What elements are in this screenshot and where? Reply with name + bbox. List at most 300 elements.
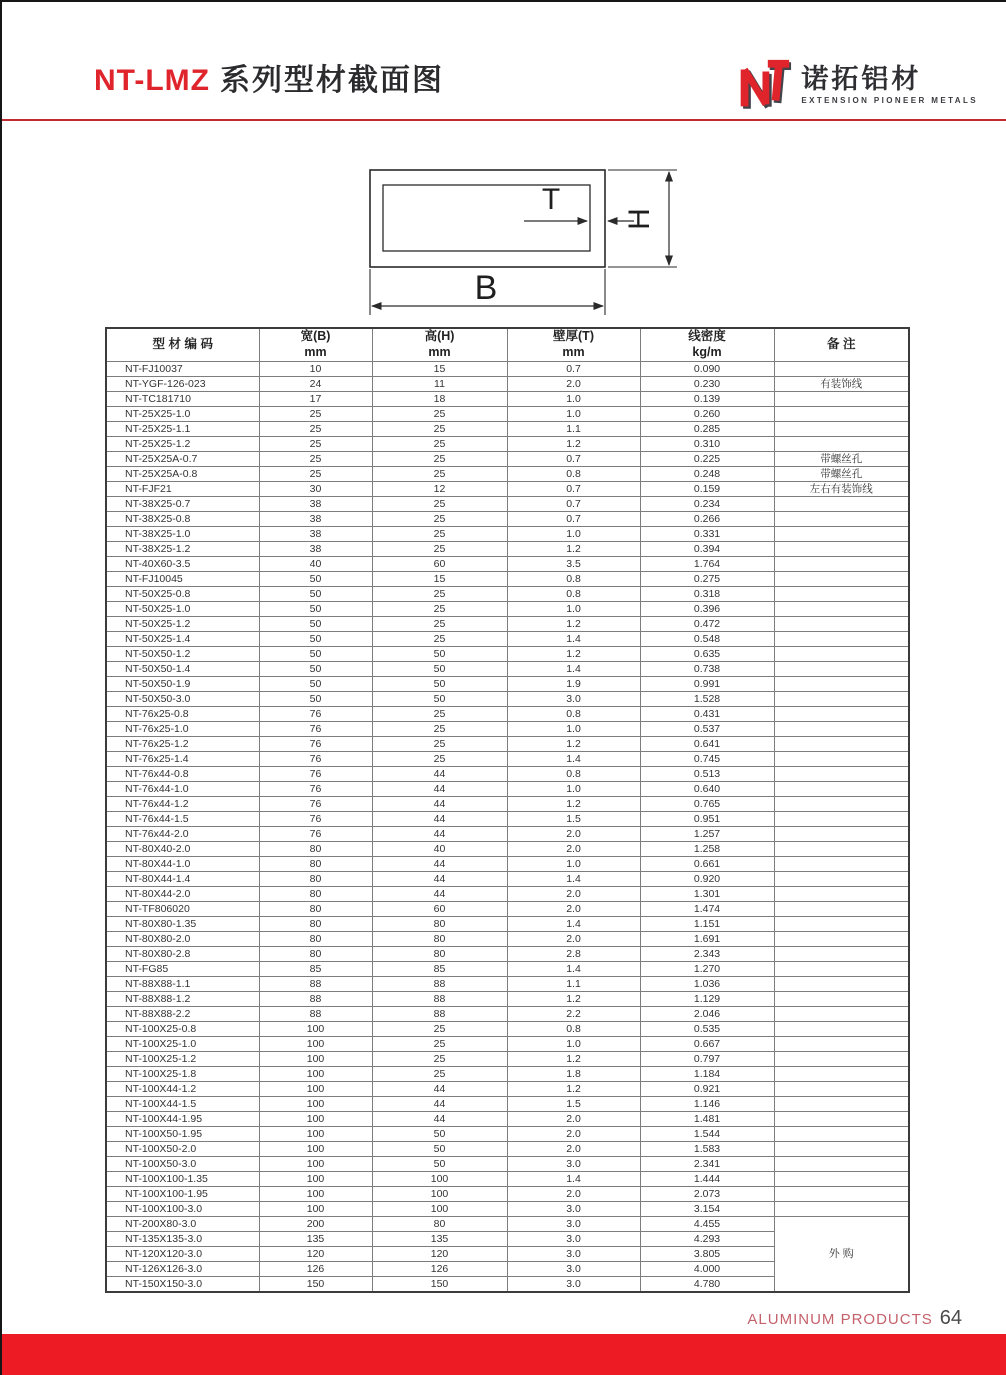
profile-code-cell: NT-50X25-0.8 bbox=[106, 587, 259, 602]
value-cell: 15 bbox=[372, 572, 507, 587]
value-cell: 0.951 bbox=[640, 812, 774, 827]
profile-code-cell: NT-76x44-1.2 bbox=[106, 797, 259, 812]
value-cell: 2.0 bbox=[507, 902, 640, 917]
remark-cell bbox=[774, 617, 909, 632]
value-cell: 100 bbox=[259, 1082, 372, 1097]
value-cell: 120 bbox=[372, 1247, 507, 1262]
value-cell: 60 bbox=[372, 902, 507, 917]
remark-cell bbox=[774, 842, 909, 857]
profile-code-cell: NT-38X25-1.0 bbox=[106, 527, 259, 542]
value-cell: 25 bbox=[372, 752, 507, 767]
profile-code-cell: NT-100X50-1.95 bbox=[106, 1127, 259, 1142]
value-cell: 50 bbox=[259, 587, 372, 602]
table-row bbox=[106, 767, 909, 782]
value-cell: 0.920 bbox=[640, 872, 774, 887]
col-header-density: 线密度 kg/m bbox=[640, 328, 774, 362]
value-cell: 3.0 bbox=[507, 1262, 640, 1277]
value-cell: 0.266 bbox=[640, 512, 774, 527]
value-cell: 2.0 bbox=[507, 887, 640, 902]
value-cell: 80 bbox=[259, 887, 372, 902]
profile-code-cell: NT-80X80-1.35 bbox=[106, 917, 259, 932]
value-cell: 0.275 bbox=[640, 572, 774, 587]
value-cell: 4.455 bbox=[640, 1217, 774, 1232]
value-cell: 2.2 bbox=[507, 1007, 640, 1022]
value-cell: 126 bbox=[372, 1262, 507, 1277]
value-cell: 0.139 bbox=[640, 392, 774, 407]
value-cell: 25 bbox=[259, 437, 372, 452]
value-cell: 44 bbox=[372, 872, 507, 887]
value-cell: 1.0 bbox=[507, 857, 640, 872]
profile-code-cell: NT-50X25-1.0 bbox=[106, 602, 259, 617]
value-cell: 1.8 bbox=[507, 1067, 640, 1082]
table-row bbox=[106, 632, 909, 647]
profile-code-cell: NT-100X50-3.0 bbox=[106, 1157, 259, 1172]
profile-code-cell: NT-135X135-3.0 bbox=[106, 1232, 259, 1247]
value-cell: 1.2 bbox=[507, 617, 640, 632]
value-cell: 1.2 bbox=[507, 647, 640, 662]
value-cell: 50 bbox=[372, 647, 507, 662]
value-cell: 0.331 bbox=[640, 527, 774, 542]
profile-code-cell: NT-TF806020 bbox=[106, 902, 259, 917]
profile-code-cell: NT-50X50-3.0 bbox=[106, 692, 259, 707]
table-row bbox=[106, 1142, 909, 1157]
value-cell: 1.9 bbox=[507, 677, 640, 692]
value-cell: 1.0 bbox=[507, 722, 640, 737]
value-cell: 0.472 bbox=[640, 617, 774, 632]
width-label: B bbox=[474, 269, 498, 307]
value-cell: 85 bbox=[372, 962, 507, 977]
value-cell: 44 bbox=[372, 1112, 507, 1127]
value-cell: 4.000 bbox=[640, 1262, 774, 1277]
value-cell: 0.285 bbox=[640, 422, 774, 437]
table-row bbox=[106, 437, 909, 452]
remark-cell: 左右有装饰线 bbox=[774, 482, 909, 497]
value-cell: 0.745 bbox=[640, 752, 774, 767]
company-subtitle: EXTENSION PIONEER METALS bbox=[801, 96, 978, 106]
profile-code-cell: NT-88X88-1.2 bbox=[106, 992, 259, 1007]
value-cell: 0.8 bbox=[507, 707, 640, 722]
remark-cell bbox=[774, 1067, 909, 1082]
cross-section-diagram bbox=[302, 147, 722, 322]
profile-code-cell: NT-FJ10045 bbox=[106, 572, 259, 587]
value-cell: 0.635 bbox=[640, 647, 774, 662]
value-cell: 0.7 bbox=[507, 452, 640, 467]
value-cell: 2.8 bbox=[507, 947, 640, 962]
table-row bbox=[106, 782, 909, 797]
remark-cell bbox=[774, 1022, 909, 1037]
table-body bbox=[106, 362, 909, 1293]
value-cell: 18 bbox=[372, 392, 507, 407]
remark-cell bbox=[774, 407, 909, 422]
value-cell: 100 bbox=[259, 1037, 372, 1052]
value-cell: 25 bbox=[372, 467, 507, 482]
value-cell: 80 bbox=[259, 947, 372, 962]
table-row bbox=[106, 977, 909, 992]
profile-code-cell: NT-120X120-3.0 bbox=[106, 1247, 259, 1262]
page-number: 64 bbox=[939, 1307, 962, 1329]
value-cell: 1.2 bbox=[507, 437, 640, 452]
value-cell: 1.2 bbox=[507, 992, 640, 1007]
value-cell: 2.0 bbox=[507, 932, 640, 947]
profile-code-cell: NT-25X25A-0.7 bbox=[106, 452, 259, 467]
value-cell: 44 bbox=[372, 827, 507, 842]
value-cell: 1.2 bbox=[507, 737, 640, 752]
value-cell: 3.0 bbox=[507, 692, 640, 707]
value-cell: 25 bbox=[372, 512, 507, 527]
value-cell: 1.129 bbox=[640, 992, 774, 1007]
value-cell: 10 bbox=[259, 362, 372, 377]
remark-cell: 带螺丝孔 bbox=[774, 452, 909, 467]
profile-code-cell: NT-80X44-1.0 bbox=[106, 857, 259, 872]
remark-cell bbox=[774, 572, 909, 587]
value-cell: 38 bbox=[259, 527, 372, 542]
table-row bbox=[106, 602, 909, 617]
remark-cell bbox=[774, 872, 909, 887]
value-cell: 40 bbox=[372, 842, 507, 857]
value-cell: 12 bbox=[372, 482, 507, 497]
profile-code-cell: NT-100X25-1.2 bbox=[106, 1052, 259, 1067]
profile-code-cell: NT-80X40-2.0 bbox=[106, 842, 259, 857]
value-cell: 44 bbox=[372, 1097, 507, 1112]
remark-cell bbox=[774, 857, 909, 872]
profile-code-cell: NT-80X80-2.8 bbox=[106, 947, 259, 962]
value-cell: 150 bbox=[259, 1277, 372, 1293]
profile-code-cell: NT-38X25-0.7 bbox=[106, 497, 259, 512]
table-row bbox=[106, 527, 909, 542]
value-cell: 2.0 bbox=[507, 842, 640, 857]
value-cell: 3.0 bbox=[507, 1157, 640, 1172]
value-cell: 1.5 bbox=[507, 1097, 640, 1112]
value-cell: 1.301 bbox=[640, 887, 774, 902]
profile-code-cell: NT-88X88-1.1 bbox=[106, 977, 259, 992]
table-row bbox=[106, 1067, 909, 1082]
profile-code-cell: NT-88X88-2.2 bbox=[106, 1007, 259, 1022]
profile-code-cell: NT-80X80-2.0 bbox=[106, 932, 259, 947]
profile-code-cell: NT-FG85 bbox=[106, 962, 259, 977]
value-cell: 88 bbox=[259, 977, 372, 992]
value-cell: 50 bbox=[259, 572, 372, 587]
profile-code-cell: NT-76x25-1.0 bbox=[106, 722, 259, 737]
table-row bbox=[106, 917, 909, 932]
value-cell: 2.073 bbox=[640, 1187, 774, 1202]
profile-code-cell: NT-FJ10037 bbox=[106, 362, 259, 377]
value-cell: 0.234 bbox=[640, 497, 774, 512]
remark-cell bbox=[774, 1157, 909, 1172]
value-cell: 1.0 bbox=[507, 782, 640, 797]
table-row bbox=[106, 1157, 909, 1172]
value-cell: 1.1 bbox=[507, 422, 640, 437]
value-cell: 0.548 bbox=[640, 632, 774, 647]
header-divider bbox=[2, 119, 1006, 121]
value-cell: 1.257 bbox=[640, 827, 774, 842]
value-cell: 25 bbox=[372, 527, 507, 542]
col-header-width: 宽(B) mm bbox=[259, 328, 372, 362]
value-cell: 0.738 bbox=[640, 662, 774, 677]
value-cell: 50 bbox=[372, 1157, 507, 1172]
remark-cell bbox=[774, 797, 909, 812]
table-row bbox=[106, 902, 909, 917]
value-cell: 60 bbox=[372, 557, 507, 572]
profile-code-cell: NT-80X44-2.0 bbox=[106, 887, 259, 902]
value-cell: 17 bbox=[259, 392, 372, 407]
value-cell: 0.318 bbox=[640, 587, 774, 602]
value-cell: 15 bbox=[372, 362, 507, 377]
profile-code-cell: NT-100X44-1.2 bbox=[106, 1082, 259, 1097]
profile-code-cell: NT-80X44-1.4 bbox=[106, 872, 259, 887]
col-header-code: 型 材 编 码 bbox=[106, 328, 259, 362]
profile-code-cell: NT-25X25-1.2 bbox=[106, 437, 259, 452]
remark-cell bbox=[774, 1112, 909, 1127]
value-cell: 1.0 bbox=[507, 392, 640, 407]
value-cell: 50 bbox=[259, 602, 372, 617]
value-cell: 25 bbox=[372, 722, 507, 737]
value-cell: 100 bbox=[372, 1172, 507, 1187]
remark-cell bbox=[774, 827, 909, 842]
table-row bbox=[106, 752, 909, 767]
remark-cell bbox=[774, 587, 909, 602]
value-cell: 25 bbox=[372, 422, 507, 437]
remark-cell bbox=[774, 977, 909, 992]
value-cell: 80 bbox=[372, 1217, 507, 1232]
value-cell: 44 bbox=[372, 797, 507, 812]
value-cell: 150 bbox=[372, 1277, 507, 1293]
value-cell: 38 bbox=[259, 497, 372, 512]
value-cell: 1.481 bbox=[640, 1112, 774, 1127]
profile-code-cell: NT-76x44-0.8 bbox=[106, 767, 259, 782]
footer bbox=[747, 1307, 962, 1330]
value-cell: 0.159 bbox=[640, 482, 774, 497]
profile-code-cell: NT-100X25-1.0 bbox=[106, 1037, 259, 1052]
remark-cell bbox=[774, 527, 909, 542]
value-cell: 120 bbox=[259, 1247, 372, 1262]
value-cell: 38 bbox=[259, 512, 372, 527]
remark-cell bbox=[774, 542, 909, 557]
profile-code-cell: NT-76x44-1.0 bbox=[106, 782, 259, 797]
remark-cell bbox=[774, 992, 909, 1007]
value-cell: 2.046 bbox=[640, 1007, 774, 1022]
value-cell: 25 bbox=[372, 737, 507, 752]
table-row bbox=[106, 557, 909, 572]
value-cell: 1.4 bbox=[507, 917, 640, 932]
value-cell: 88 bbox=[372, 1007, 507, 1022]
value-cell: 0.535 bbox=[640, 1022, 774, 1037]
value-cell: 25 bbox=[372, 452, 507, 467]
value-cell: 1.5 bbox=[507, 812, 640, 827]
table-row bbox=[106, 617, 909, 632]
profile-code-cell: NT-100X100-1.95 bbox=[106, 1187, 259, 1202]
value-cell: 1.444 bbox=[640, 1172, 774, 1187]
value-cell: 25 bbox=[372, 407, 507, 422]
value-cell: 0.640 bbox=[640, 782, 774, 797]
profile-code-cell: NT-100X100-3.0 bbox=[106, 1202, 259, 1217]
value-cell: 76 bbox=[259, 722, 372, 737]
value-cell: 3.154 bbox=[640, 1202, 774, 1217]
value-cell: 76 bbox=[259, 782, 372, 797]
profile-code-cell: NT-25X25A-0.8 bbox=[106, 467, 259, 482]
value-cell: 0.797 bbox=[640, 1052, 774, 1067]
value-cell: 25 bbox=[259, 422, 372, 437]
table-row bbox=[106, 1022, 909, 1037]
value-cell: 100 bbox=[259, 1097, 372, 1112]
value-cell: 0.396 bbox=[640, 602, 774, 617]
table-row bbox=[106, 542, 909, 557]
value-cell: 0.248 bbox=[640, 467, 774, 482]
profile-code-cell: NT-YGF-126-023 bbox=[106, 377, 259, 392]
table-row bbox=[106, 452, 909, 467]
value-cell: 25 bbox=[372, 542, 507, 557]
value-cell: 25 bbox=[372, 602, 507, 617]
table-row bbox=[106, 962, 909, 977]
value-cell: 50 bbox=[372, 692, 507, 707]
value-cell: 1.2 bbox=[507, 1082, 640, 1097]
nt-logo-icon bbox=[731, 54, 793, 116]
remark-cell bbox=[774, 1187, 909, 1202]
remark-cell bbox=[774, 437, 909, 452]
table-row bbox=[106, 857, 909, 872]
value-cell: 0.537 bbox=[640, 722, 774, 737]
profile-code-cell: NT-50X25-1.4 bbox=[106, 632, 259, 647]
value-cell: 80 bbox=[372, 932, 507, 947]
value-cell: 80 bbox=[259, 857, 372, 872]
remark-cell bbox=[774, 1037, 909, 1052]
value-cell: 2.343 bbox=[640, 947, 774, 962]
profile-code-cell: NT-200X80-3.0 bbox=[106, 1217, 259, 1232]
remark-cell bbox=[774, 917, 909, 932]
remark-cell bbox=[774, 782, 909, 797]
table-row bbox=[106, 587, 909, 602]
table-row bbox=[106, 797, 909, 812]
value-cell: 1.1 bbox=[507, 977, 640, 992]
value-cell: 3.0 bbox=[507, 1277, 640, 1293]
value-cell: 80 bbox=[259, 917, 372, 932]
page-title bbox=[94, 66, 444, 96]
value-cell: 100 bbox=[372, 1202, 507, 1217]
value-cell: 0.7 bbox=[507, 362, 640, 377]
value-cell: 0.765 bbox=[640, 797, 774, 812]
value-cell: 0.7 bbox=[507, 482, 640, 497]
value-cell: 25 bbox=[372, 1067, 507, 1082]
value-cell: 100 bbox=[259, 1112, 372, 1127]
remark-cell bbox=[774, 392, 909, 407]
value-cell: 0.260 bbox=[640, 407, 774, 422]
value-cell: 1.4 bbox=[507, 752, 640, 767]
value-cell: 76 bbox=[259, 707, 372, 722]
table-row bbox=[106, 707, 909, 722]
value-cell: 4.780 bbox=[640, 1277, 774, 1293]
profile-code-cell: NT-38X25-0.8 bbox=[106, 512, 259, 527]
col-header-remark: 备 注 bbox=[774, 328, 909, 362]
table-row bbox=[106, 392, 909, 407]
value-cell: 1.583 bbox=[640, 1142, 774, 1157]
value-cell: 44 bbox=[372, 812, 507, 827]
remark-cell bbox=[774, 512, 909, 527]
value-cell: 100 bbox=[259, 1187, 372, 1202]
table-row bbox=[106, 992, 909, 1007]
value-cell: 1.2 bbox=[507, 1052, 640, 1067]
table-row bbox=[106, 842, 909, 857]
table-row bbox=[106, 1217, 909, 1232]
value-cell: 1.2 bbox=[507, 797, 640, 812]
value-cell: 0.230 bbox=[640, 377, 774, 392]
value-cell: 25 bbox=[259, 452, 372, 467]
table-row bbox=[106, 512, 909, 527]
value-cell: 50 bbox=[259, 632, 372, 647]
value-cell: 0.8 bbox=[507, 572, 640, 587]
value-cell: 100 bbox=[259, 1142, 372, 1157]
value-cell: 126 bbox=[259, 1262, 372, 1277]
value-cell: 1.4 bbox=[507, 632, 640, 647]
value-cell: 4.293 bbox=[640, 1232, 774, 1247]
profile-code-cell: NT-100X44-1.5 bbox=[106, 1097, 259, 1112]
table-row bbox=[106, 422, 909, 437]
profile-code-cell: NT-76x44-1.5 bbox=[106, 812, 259, 827]
profile-code-cell: NT-76x44-2.0 bbox=[106, 827, 259, 842]
remark-cell bbox=[774, 632, 909, 647]
value-cell: 1.4 bbox=[507, 1172, 640, 1187]
value-cell: 1.528 bbox=[640, 692, 774, 707]
value-cell: 25 bbox=[372, 1052, 507, 1067]
table-row bbox=[106, 1052, 909, 1067]
value-cell: 50 bbox=[259, 647, 372, 662]
table-row bbox=[106, 932, 909, 947]
value-cell: 85 bbox=[259, 962, 372, 977]
remark-cell bbox=[774, 662, 909, 677]
value-cell: 76 bbox=[259, 812, 372, 827]
value-cell: 2.0 bbox=[507, 1127, 640, 1142]
table-row bbox=[106, 572, 909, 587]
value-cell: 0.991 bbox=[640, 677, 774, 692]
page-title-series: NT-LMZ bbox=[94, 64, 210, 97]
profile-code-cell: NT-50X25-1.2 bbox=[106, 617, 259, 632]
value-cell: 0.921 bbox=[640, 1082, 774, 1097]
remark-cell bbox=[774, 557, 909, 572]
value-cell: 0.513 bbox=[640, 767, 774, 782]
value-cell: 88 bbox=[259, 1007, 372, 1022]
value-cell: 88 bbox=[372, 977, 507, 992]
profile-code-cell: NT-126X126-3.0 bbox=[106, 1262, 259, 1277]
table-row bbox=[106, 482, 909, 497]
table-row bbox=[106, 1007, 909, 1022]
company-name: 诺拓铝材 bbox=[801, 63, 922, 94]
value-cell: 0.8 bbox=[507, 467, 640, 482]
value-cell: 38 bbox=[259, 542, 372, 557]
value-cell: 25 bbox=[372, 587, 507, 602]
company-logo bbox=[731, 54, 978, 116]
value-cell: 50 bbox=[259, 662, 372, 677]
value-cell: 25 bbox=[372, 632, 507, 647]
value-cell: 0.641 bbox=[640, 737, 774, 752]
profile-code-cell: NT-76x25-1.2 bbox=[106, 737, 259, 752]
profile-code-cell: NT-100X100-1.35 bbox=[106, 1172, 259, 1187]
value-cell: 100 bbox=[259, 1202, 372, 1217]
table-row bbox=[106, 677, 909, 692]
value-cell: 50 bbox=[259, 617, 372, 632]
profile-code-cell: NT-100X44-1.95 bbox=[106, 1112, 259, 1127]
value-cell: 1.2 bbox=[507, 542, 640, 557]
remark-cell bbox=[774, 887, 909, 902]
value-cell: 44 bbox=[372, 782, 507, 797]
table-row bbox=[106, 947, 909, 962]
remark-cell bbox=[774, 962, 909, 977]
remark-cell bbox=[774, 497, 909, 512]
value-cell: 100 bbox=[259, 1157, 372, 1172]
profile-code-cell: NT-150X150-3.0 bbox=[106, 1277, 259, 1293]
value-cell: 1.036 bbox=[640, 977, 774, 992]
value-cell: 76 bbox=[259, 827, 372, 842]
remark-cell bbox=[774, 737, 909, 752]
value-cell: 80 bbox=[259, 872, 372, 887]
remark-cell-merged: 外 购 bbox=[774, 1217, 909, 1293]
